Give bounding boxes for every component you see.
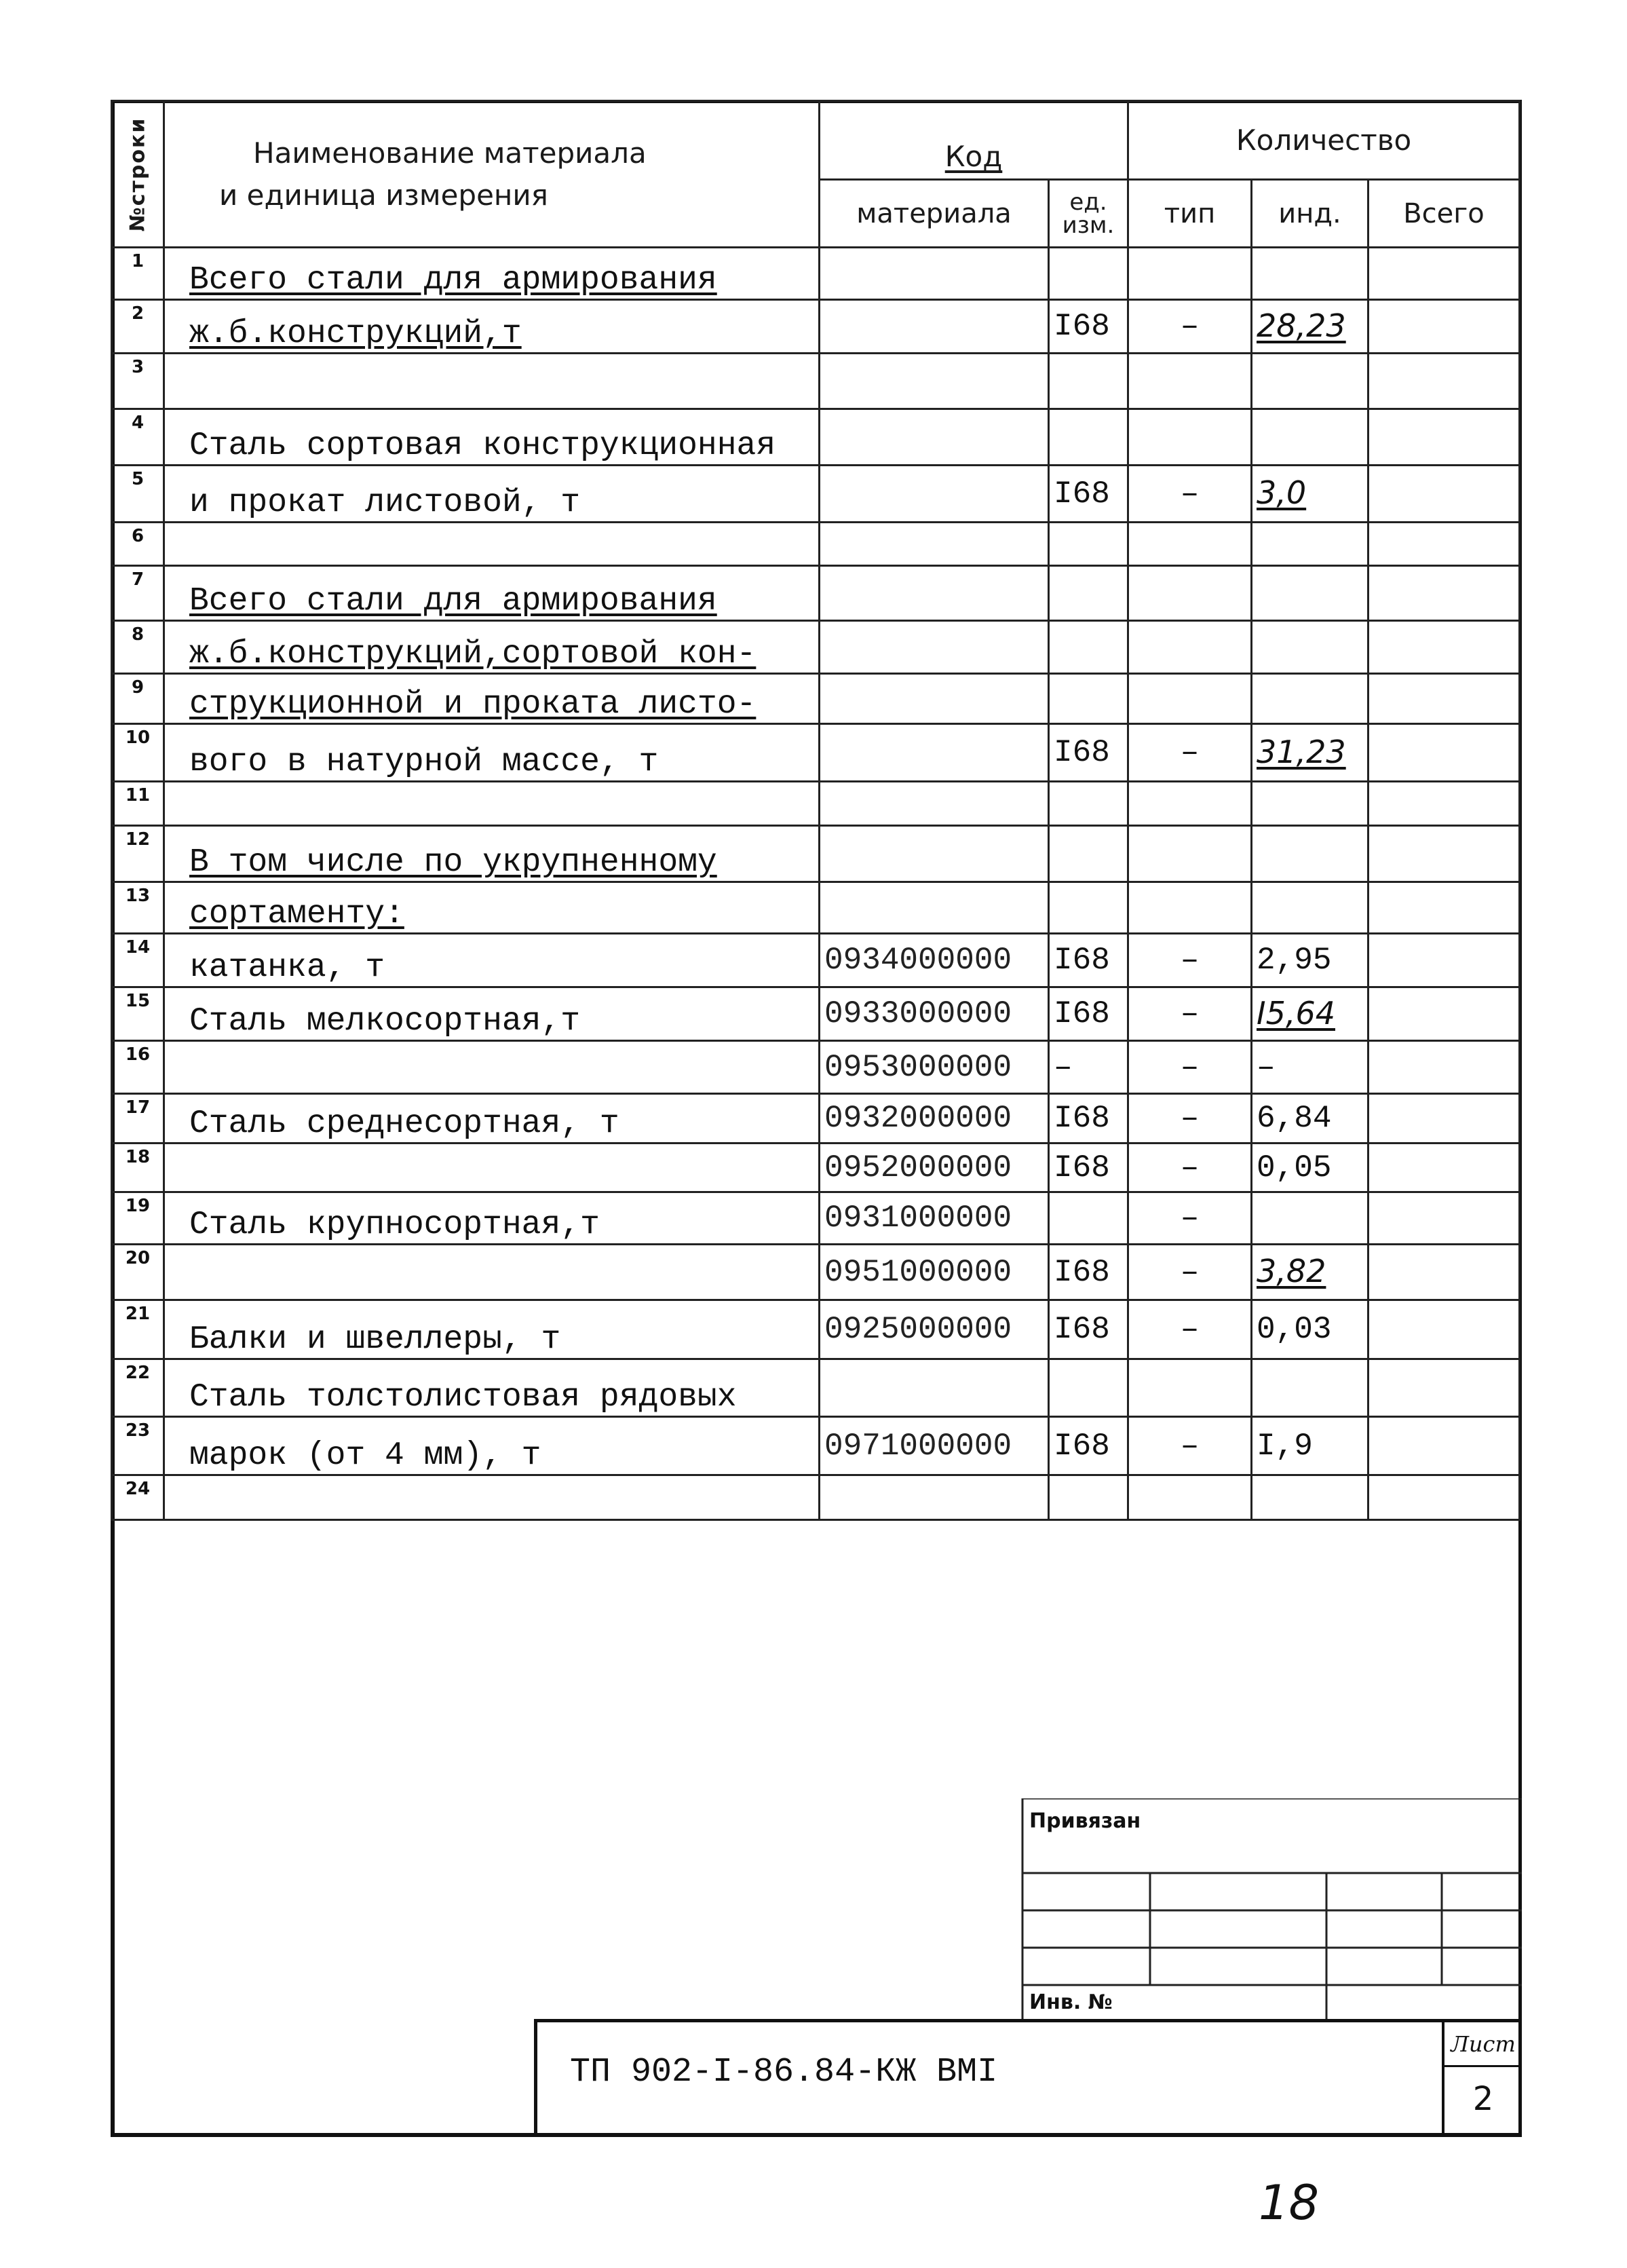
table-row [112, 674, 1520, 724]
row-number-text: 13 [125, 886, 151, 906]
row-number-text: 6 [131, 526, 145, 546]
sheet-box [1442, 2019, 1522, 2137]
row-number-text: 18 [125, 1147, 151, 1167]
type-quantity [1128, 934, 1252, 987]
ind-quantity-text: 2,95 [1257, 943, 1332, 978]
material-code [820, 523, 1049, 566]
material-name [164, 354, 820, 409]
material-name [164, 409, 820, 466]
type-quantity-text: – [1180, 1428, 1200, 1464]
material-code [820, 724, 1049, 782]
material-name [164, 724, 820, 782]
material-code [820, 409, 1049, 466]
total-quantity [1368, 1192, 1520, 1245]
type-quantity [1128, 354, 1252, 409]
row-number-text: 3 [131, 357, 145, 377]
type-quantity [1128, 1417, 1252, 1475]
unit-code [1049, 987, 1128, 1041]
type-quantity-text: – [1180, 309, 1200, 344]
ind-quantity-text: 3,0 [1257, 474, 1307, 511]
materials-table-body [112, 248, 1520, 1520]
type-quantity [1128, 1192, 1252, 1245]
unit-code [1049, 523, 1128, 566]
type-quantity [1128, 1094, 1252, 1144]
row-number-header: №строки [112, 101, 164, 248]
ind-quantity-text: 0,03 [1257, 1312, 1332, 1347]
row-number-text: 16 [125, 1044, 151, 1065]
unit-code-text: I68 [1054, 1101, 1110, 1136]
type-quantity-text: – [1180, 1049, 1200, 1085]
quantity-header: Количество [1128, 101, 1520, 180]
type-quantity [1128, 466, 1252, 523]
total-quantity [1368, 882, 1520, 934]
row-number [112, 724, 164, 782]
type-quantity [1128, 1300, 1252, 1359]
type-quantity-text: – [1180, 1150, 1200, 1186]
type-quantity-text: – [1180, 476, 1200, 512]
material-name-text: Сталь толстолистовая рядовых [189, 1379, 737, 1416]
table-row [112, 882, 1520, 934]
total-quantity [1368, 724, 1520, 782]
material-name-text: Сталь сортовая конструкционная [189, 428, 776, 464]
material-name [164, 1041, 820, 1094]
row-number [112, 1417, 164, 1475]
ind-quantity [1252, 300, 1368, 354]
row-number [112, 1475, 164, 1520]
total-quantity [1368, 621, 1520, 674]
row-number-text: 2 [131, 303, 145, 324]
sheet-divider [1444, 2065, 1522, 2067]
total-quantity [1368, 300, 1520, 354]
type-quantity-text: – [1180, 1201, 1200, 1236]
total-quantity [1368, 826, 1520, 882]
type-quantity-text: – [1180, 943, 1200, 978]
material-code [820, 1475, 1049, 1520]
material-name [164, 882, 820, 934]
table-row [112, 409, 1520, 466]
row-number-text: 7 [131, 569, 145, 590]
table-row [112, 248, 1520, 300]
table-row [112, 466, 1520, 523]
row-number [112, 566, 164, 621]
type-quantity [1128, 300, 1252, 354]
unit-code [1049, 248, 1128, 300]
ind-quantity-text: 6,84 [1257, 1101, 1332, 1136]
table-row [112, 1359, 1520, 1417]
row-number-text: 20 [125, 1248, 151, 1268]
ind-quantity [1252, 826, 1368, 882]
ind-quantity [1252, 354, 1368, 409]
unit-code [1049, 1094, 1128, 1144]
row-number [112, 1144, 164, 1192]
ind-quantity [1252, 409, 1368, 466]
total-header: Всего [1368, 180, 1520, 248]
material-name-header-line2: и единица измерения [219, 178, 548, 212]
material-name [164, 523, 820, 566]
material-code-header: материала [820, 180, 1049, 248]
row-number [112, 409, 164, 466]
ind-quantity-text: 3,82 [1257, 1253, 1326, 1289]
row-number-text: 22 [125, 1363, 151, 1383]
material-name-text: Всего стали для армирования [189, 262, 717, 299]
ind-quantity [1252, 523, 1368, 566]
material-code-text: 0951000000 [824, 1254, 1012, 1290]
material-code [820, 248, 1049, 300]
unit-code [1049, 1300, 1128, 1359]
material-code-text: 0953000000 [824, 1049, 1012, 1085]
material-name-header-line1: Наименование материала [253, 136, 647, 170]
row-number-text: 15 [125, 991, 151, 1011]
unit-code-text: I68 [1054, 1428, 1110, 1464]
material-code-text: 0952000000 [824, 1150, 1012, 1186]
ind-quantity-text: 28,23 [1257, 307, 1346, 344]
table-row [112, 1245, 1520, 1300]
row-number [112, 882, 164, 934]
type-quantity [1128, 882, 1252, 934]
row-number-text: 21 [125, 1304, 151, 1324]
type-quantity-text: – [1180, 1254, 1200, 1290]
row-number [112, 1192, 164, 1245]
row-number-text: 24 [125, 1479, 151, 1499]
unit-code [1049, 354, 1128, 409]
material-name [164, 674, 820, 724]
material-code-text: 0934000000 [824, 943, 1012, 978]
ind-quantity [1252, 1192, 1368, 1245]
type-quantity [1128, 523, 1252, 566]
total-quantity [1368, 1417, 1520, 1475]
material-name [164, 934, 820, 987]
row-number-text: 8 [131, 624, 145, 645]
row-number [112, 1094, 164, 1144]
ind-quantity [1252, 1300, 1368, 1359]
row-number [112, 621, 164, 674]
ind-quantity [1252, 782, 1368, 826]
material-code [820, 1245, 1049, 1300]
material-name-text: сортаменту: [189, 896, 404, 932]
total-quantity [1368, 466, 1520, 523]
sheet-label: Лист [1451, 2031, 1516, 2057]
material-code [820, 826, 1049, 882]
ind-quantity [1252, 1245, 1368, 1300]
row-number-text: 11 [125, 785, 151, 806]
material-name [164, 1417, 820, 1475]
unit-code-text: I68 [1054, 309, 1110, 344]
material-code [820, 1300, 1049, 1359]
row-number-text: 1 [131, 251, 145, 271]
row-number [112, 826, 164, 882]
attachment-stamp [1021, 1798, 1522, 2022]
table-row [112, 1094, 1520, 1144]
table-row [112, 724, 1520, 782]
unit-code [1049, 1475, 1128, 1520]
type-quantity [1128, 987, 1252, 1041]
table-row [112, 523, 1520, 566]
ind-quantity-text: – [1257, 1049, 1276, 1085]
material-name [164, 1300, 820, 1359]
ind-quantity-text: 31,23 [1257, 733, 1346, 770]
table-row [112, 354, 1520, 409]
total-quantity [1368, 354, 1520, 409]
row-number [112, 300, 164, 354]
row-number [112, 987, 164, 1041]
type-quantity-text: – [1180, 735, 1200, 770]
total-quantity [1368, 1300, 1520, 1359]
unit-code [1049, 1245, 1128, 1300]
unit-code [1049, 674, 1128, 724]
ind-quantity [1252, 1417, 1368, 1475]
material-name-text: ж.б.конструкций,сортовой кон- [189, 636, 757, 673]
row-number [112, 523, 164, 566]
row-number [112, 674, 164, 724]
ind-quantity [1252, 724, 1368, 782]
unit-code [1049, 300, 1128, 354]
material-code-text: 0931000000 [824, 1201, 1012, 1236]
row-number [112, 1245, 164, 1300]
material-code [820, 1417, 1049, 1475]
ind-quantity [1252, 1475, 1368, 1520]
material-code [820, 566, 1049, 621]
material-name [164, 466, 820, 523]
material-name [164, 566, 820, 621]
ind-quantity [1252, 674, 1368, 724]
material-name-text: вого в натурной массе, т [189, 744, 659, 780]
material-code [820, 300, 1049, 354]
row-number [112, 782, 164, 826]
page-number: 18 [1259, 2175, 1320, 2231]
type-quantity [1128, 621, 1252, 674]
material-name [164, 1192, 820, 1245]
table-row [112, 1475, 1520, 1520]
material-name [164, 621, 820, 674]
type-quantity [1128, 826, 1252, 882]
material-code [820, 354, 1049, 409]
row-number-text: 12 [125, 829, 151, 850]
total-quantity [1368, 1359, 1520, 1417]
sheet-number: 2 [1472, 2080, 1494, 2118]
material-name [164, 1094, 820, 1144]
attached-label: Привязан [1029, 1809, 1141, 1833]
material-name-text: В том числе по укрупненному [189, 844, 717, 881]
total-quantity [1368, 1144, 1520, 1192]
material-name-text: Всего стали для армирования [189, 583, 717, 620]
unit-code-text: I68 [1054, 943, 1110, 978]
row-number-text: 23 [125, 1420, 151, 1441]
unit-code [1049, 621, 1128, 674]
type-header: тип [1128, 180, 1252, 248]
row-number [112, 1041, 164, 1094]
material-code [820, 674, 1049, 724]
row-number-text: 17 [125, 1097, 151, 1118]
row-number-text: 19 [125, 1196, 151, 1216]
total-quantity [1368, 1475, 1520, 1520]
unit-code-text: I68 [1054, 1150, 1110, 1186]
row-number-text: 4 [131, 413, 145, 433]
row-number [112, 1359, 164, 1417]
row-number [112, 466, 164, 523]
material-name-header [164, 101, 820, 248]
unit-code-text: I68 [1054, 476, 1110, 512]
total-quantity [1368, 674, 1520, 724]
material-name-text: марок (от 4 мм), т [189, 1437, 541, 1474]
table-row [112, 987, 1520, 1041]
type-quantity [1128, 1359, 1252, 1417]
material-code-text: 0971000000 [824, 1428, 1012, 1464]
ind-quantity-text: I5,64 [1257, 994, 1335, 1032]
material-name [164, 826, 820, 882]
ind-quantity [1252, 987, 1368, 1041]
row-number [112, 934, 164, 987]
type-quantity [1128, 782, 1252, 826]
ind-quantity [1252, 621, 1368, 674]
row-number-text: 10 [125, 727, 151, 748]
type-quantity [1128, 724, 1252, 782]
row-number [112, 1300, 164, 1359]
ind-quantity-text: 0,05 [1257, 1150, 1332, 1186]
type-quantity [1128, 1144, 1252, 1192]
unit-code-text: – [1054, 1049, 1073, 1085]
unit-code [1049, 882, 1128, 934]
material-code-text: 0932000000 [824, 1101, 1012, 1136]
material-name-text: струкционной и проката листо- [189, 686, 757, 723]
table-row [112, 566, 1520, 621]
ind-quantity [1252, 882, 1368, 934]
material-name-text: ж.б.конструкций,т [189, 316, 522, 352]
ind-quantity [1252, 248, 1368, 300]
material-name-text: и прокат листовой, т [189, 485, 581, 521]
code-header: Код [820, 101, 1128, 180]
type-quantity [1128, 1041, 1252, 1094]
ind-header: инд. [1252, 180, 1368, 248]
unit-code [1049, 409, 1128, 466]
ind-quantity [1252, 566, 1368, 621]
table-row [112, 1417, 1520, 1475]
type-quantity [1128, 248, 1252, 300]
ind-quantity-text: I,9 [1257, 1428, 1313, 1464]
table-row [112, 782, 1520, 826]
unit-code [1049, 1359, 1128, 1417]
unit-code [1049, 1144, 1128, 1192]
total-quantity [1368, 1245, 1520, 1300]
total-quantity [1368, 934, 1520, 987]
total-quantity [1368, 566, 1520, 621]
material-name [164, 300, 820, 354]
type-quantity [1128, 1475, 1252, 1520]
total-quantity [1368, 1041, 1520, 1094]
table-row [112, 300, 1520, 354]
type-quantity [1128, 1245, 1252, 1300]
ind-quantity [1252, 1359, 1368, 1417]
inventory-number-label: Инв. № [1029, 1990, 1113, 2014]
total-quantity [1368, 1094, 1520, 1144]
unit-header: ед. изм. [1049, 180, 1128, 248]
table-row [112, 1041, 1520, 1094]
material-name [164, 987, 820, 1041]
table-row [112, 1144, 1520, 1192]
unit-code [1049, 566, 1128, 621]
document-code: ТП 902-I-86.84-КЖ ВМI [570, 2053, 998, 2092]
type-quantity [1128, 409, 1252, 466]
unit-code [1049, 466, 1128, 523]
table-row [112, 621, 1520, 674]
total-quantity [1368, 782, 1520, 826]
material-code [820, 934, 1049, 987]
material-code-text: 0933000000 [824, 996, 1012, 1032]
ind-quantity [1252, 1094, 1368, 1144]
type-quantity-text: – [1180, 1101, 1200, 1136]
material-name-text: Сталь мелкосортная,т [189, 1003, 581, 1040]
unit-code [1049, 782, 1128, 826]
material-name [164, 782, 820, 826]
row-number-text: 14 [125, 937, 151, 958]
material-code [820, 987, 1049, 1041]
ind-quantity [1252, 1144, 1368, 1192]
unit-code [1049, 1192, 1128, 1245]
row-number [112, 354, 164, 409]
material-code-text: 0925000000 [824, 1312, 1012, 1347]
row-number-text: 9 [131, 677, 145, 698]
material-code [820, 1359, 1049, 1417]
total-quantity [1368, 248, 1520, 300]
total-quantity [1368, 523, 1520, 566]
unit-code-text: I68 [1054, 996, 1110, 1032]
material-name [164, 1245, 820, 1300]
table-row [112, 934, 1520, 987]
unit-code [1049, 934, 1128, 987]
material-code [820, 621, 1049, 674]
material-code [820, 1094, 1049, 1144]
ind-quantity [1252, 466, 1368, 523]
ind-quantity [1252, 934, 1368, 987]
material-name-text: Сталь среднесортная, т [189, 1105, 619, 1142]
material-code [820, 782, 1049, 826]
material-name [164, 1144, 820, 1192]
materials-table [111, 100, 1520, 1521]
type-quantity [1128, 566, 1252, 621]
unit-code-text: I68 [1054, 1254, 1110, 1290]
material-name [164, 1359, 820, 1417]
material-name [164, 248, 820, 300]
material-code [820, 882, 1049, 934]
material-name-text: катанка, т [189, 949, 385, 986]
unit-code-text: I68 [1054, 1312, 1110, 1347]
unit-code [1049, 826, 1128, 882]
type-quantity-text: – [1180, 1312, 1200, 1347]
material-name [164, 1475, 820, 1520]
row-number-text: 5 [131, 469, 145, 489]
type-quantity-text: – [1180, 996, 1200, 1032]
unit-code-text: I68 [1054, 735, 1110, 770]
table-row [112, 826, 1520, 882]
total-quantity [1368, 987, 1520, 1041]
table-row [112, 1192, 1520, 1245]
material-code [820, 466, 1049, 523]
material-code [820, 1192, 1049, 1245]
ind-quantity [1252, 1041, 1368, 1094]
unit-code [1049, 724, 1128, 782]
material-code [820, 1041, 1049, 1094]
unit-code [1049, 1041, 1128, 1094]
material-name-text: Сталь крупносортная,т [189, 1207, 600, 1243]
row-number [112, 248, 164, 300]
material-code [820, 1144, 1049, 1192]
material-name-text: Балки и швеллеры, т [189, 1321, 561, 1358]
unit-code [1049, 1417, 1128, 1475]
type-quantity [1128, 674, 1252, 724]
table-row [112, 1300, 1520, 1359]
total-quantity [1368, 409, 1520, 466]
